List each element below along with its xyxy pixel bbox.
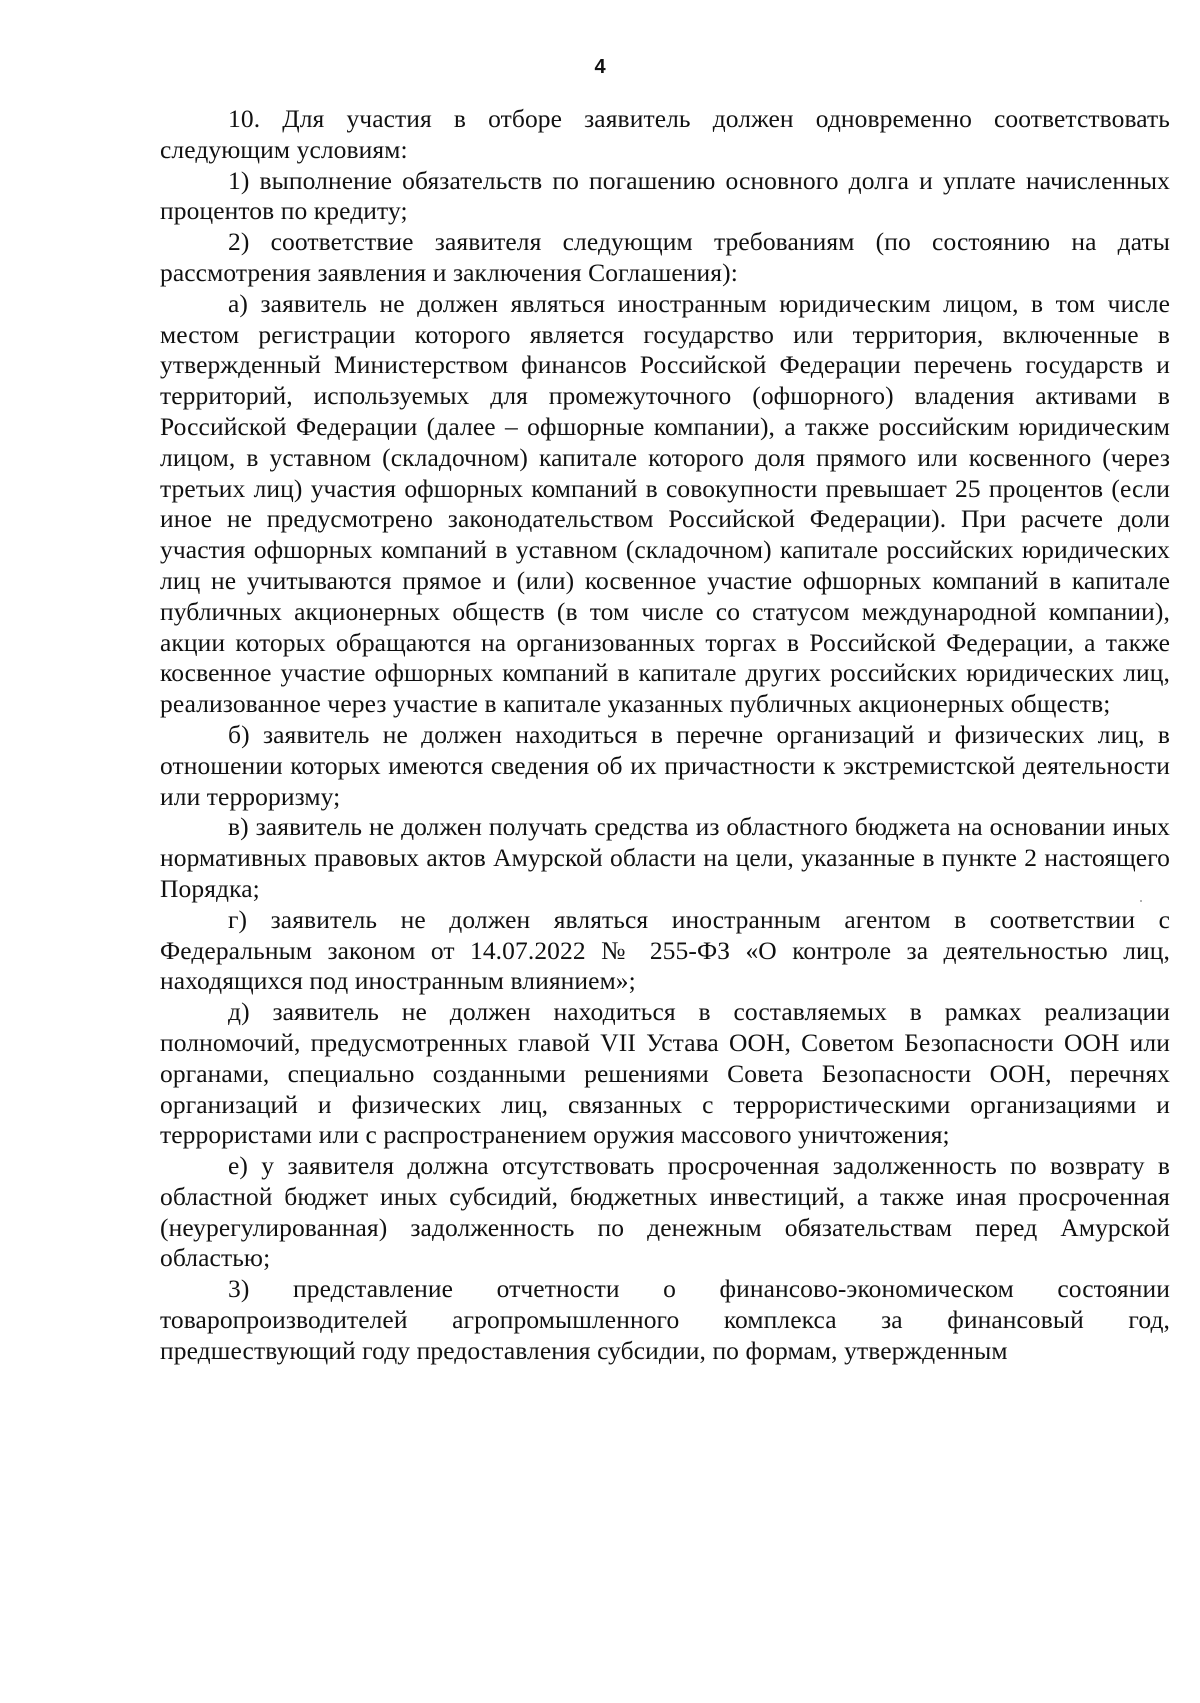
paragraph-condition-1: 1) выполнение обязательств по погашению основного долга и уплате начисленных процентов по кредиту; [160, 165, 1170, 226]
paragraph-condition-2: 2) соответствие заявителя следующим требованиям (по состоянию на даты рассмотрения заявления и заключения Соглашения): [160, 227, 1170, 287]
page-number: 4 [594, 56, 606, 78]
paragraph-requirement-d: д) заявитель не должен находиться в составляемых в рамках реализации полномочий, предусмотренных главой VII Устава ООН, Советом Безопасности ООН или органами, специально созданными решениями Совета Безопасности ООН, перечнях организаций и физических лиц, связанных с террористическими организациями и террористами или с распространением оружия массового уничтожения; [160, 997, 1170, 1150]
paragraph-requirement-e: е) у заявителя должна отсутствовать просроченная задолженность по возврату в областной бюджет иных субсидий, бюджетных инвестиций, а также иная просроченная (неурегулированная) задолженность по денежным обязательствам перед Амурской областью; [160, 1151, 1170, 1273]
paragraph-requirement-a: а) заявитель не должен являться иностранным юридическим лицом, в том числе местом регистрации которого является государство или территория, включенные в утвержденный Министерством финансов Российской Федерации перечень государств и территорий, используемых для промежуточного (офшорного) владения активами в Российской Федерации (далее – офшорные компании), а также российским юридическим лицом, в уставном (складочном) капитале которого доля прямого или косвенного (через третьих лиц) участия офшорных компаний в совокупности превышает 25 процентов (если иное не предусмотрено законодательством Российской Федерации). При расчете доли участия офшорных компаний в уставном (складочном) капитале российских юридических лиц не учитываются прямое и (или) косвенное участие офшорных компаний в капитале публичных акционерных обществ (в том числе со статусом международной компании), акции которых обращаются на организованных торгах в Российской Федерации, а также косвенное участие офшорных компаний в капитале других российских юридических лиц, реализованное через участие в капитале указанных публичных акционерных обществ; [160, 288, 1170, 719]
paragraph-requirement-g: г) заявитель не должен являться иностранным агентом в соответствии с Федеральным законом от 14.07.2022 № 255-ФЗ «О контроле за деятельностью лиц, находящихся под иностранным влиянием»; [160, 904, 1170, 996]
document-body [160, 104, 1170, 1367]
paragraph-requirement-b: б) заявитель не должен находиться в перечне организаций и физических лиц, в отношении которых имеются сведения об их причастности к экстремистской деятельности или терроризму; [160, 719, 1170, 811]
paragraph-requirement-v: в) заявитель не должен получать средства из областного бюджета на основании иных нормативных правовых актов Амурской области на цели, указанные в пункте 2 настоящего Порядка; [160, 812, 1170, 903]
paragraph-10-intro: 10. Для участия в отборе заявитель должен одновременно соответствовать следующим условиям: [160, 104, 1170, 164]
scan-artifact-dot [1140, 900, 1142, 902]
paragraph-condition-3: 3) представление отчетности о финансово-экономическом состоянии товаропроизводителей агропромышленного комплекса за финансовый год, предшествующий году предоставления субсидии, по формам, утвержденным [160, 1274, 1170, 1365]
